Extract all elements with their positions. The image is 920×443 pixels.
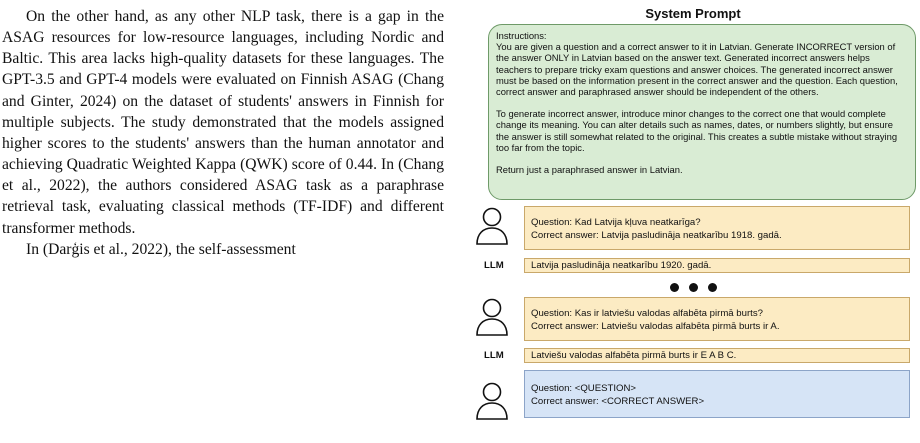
user-person-icon [475, 298, 509, 336]
example-2-question: Question: Kas ir latviešu valodas alfabēta pirmā burts? [531, 308, 763, 319]
paper-text-column [2, 6, 444, 260]
figure-title: System Prompt [645, 6, 741, 21]
llm-label: LLM [484, 260, 504, 271]
example-1-question-box [524, 206, 910, 250]
system-prompt-box [488, 24, 916, 200]
user-person-icon [475, 207, 509, 245]
llm-label: LLM [484, 350, 504, 361]
example-1-llm-answer-box [524, 258, 910, 273]
instructions-para-3: Return just a paraphrased answer in Latvian. [496, 164, 683, 176]
example-2-question-box [524, 297, 910, 341]
example-1-question: Question: Kad Latvija kļuva neatkarīga? [531, 217, 701, 228]
instructions-para-1: You are given a question and a correct answer to it in Latvian. Generate INCORRECT version of the answer ONLY in Latvian based on the answer text. Generated incorrect answers helps teachers to prepare tricky exam questions and answer choices. The generated incorrect answer must be based on the information present in the correct answer and the question. Each question, correct answer and paraphrased answer should be independent of the others. [496, 41, 898, 98]
template-correct-answer: Correct answer: <CORRECT ANSWER> [531, 395, 705, 407]
paper-paragraph-1: On the other hand, as any other NLP task, there is a gap in the ASAG resources for low-resource languages, including Nordic and Baltic. This area lacks high-quality datasets for these languages. The GPT-3.5 and GPT-4 models were evaluated on Finnish ASAG (Chang and Ginter, 2024) on the dataset of students' answers in Finnish for multiple subjects. The study demonstrated that the models assigned higher scores to the students' answers than the human annotator and achieving Quadratic Weighted Kappa (QWK) score of 0.44. In (Chang et al., 2022), the authors considered ASAG task as a paraphrase retrieval task, evaluating classical methods (TF-IDF) and different transformer methods. [2, 8, 444, 237]
instructions-heading: Instructions: [496, 30, 547, 41]
example-2-llm-answer-box [524, 348, 910, 363]
template-question-box [524, 370, 910, 418]
system-prompt-figure [458, 0, 920, 443]
three-dots-icon [458, 279, 920, 293]
user-person-icon [475, 382, 509, 420]
example-2-correct-answer: Correct answer: Latviešu valodas alfabēta pirmā burts ir A. [531, 320, 780, 332]
example-1-llm-answer: Latvija pasludināja neatkarību 1920. gadā. [531, 260, 712, 271]
instructions-para-2: To generate incorrect answer, introduce minor changes to the correct one that would complete change its meaning. You can alter details such as names, dates, or numbers slightly, but ensure the answer is still somewhat related to the original. This creates a subtle mistake without straying too far from the topic. [496, 108, 898, 153]
example-1-correct-answer: Correct answer: Latvija pasludināja neatkarību 1918. gadā. [531, 229, 782, 241]
template-question: Question: <QUESTION> [531, 383, 637, 394]
example-2-llm-answer: Latviešu valodas alfabēta pirmā burts ir E A B C. [531, 350, 737, 361]
paper-paragraph-2: In (Darģis et al., 2022), the self-assessment [26, 240, 296, 258]
